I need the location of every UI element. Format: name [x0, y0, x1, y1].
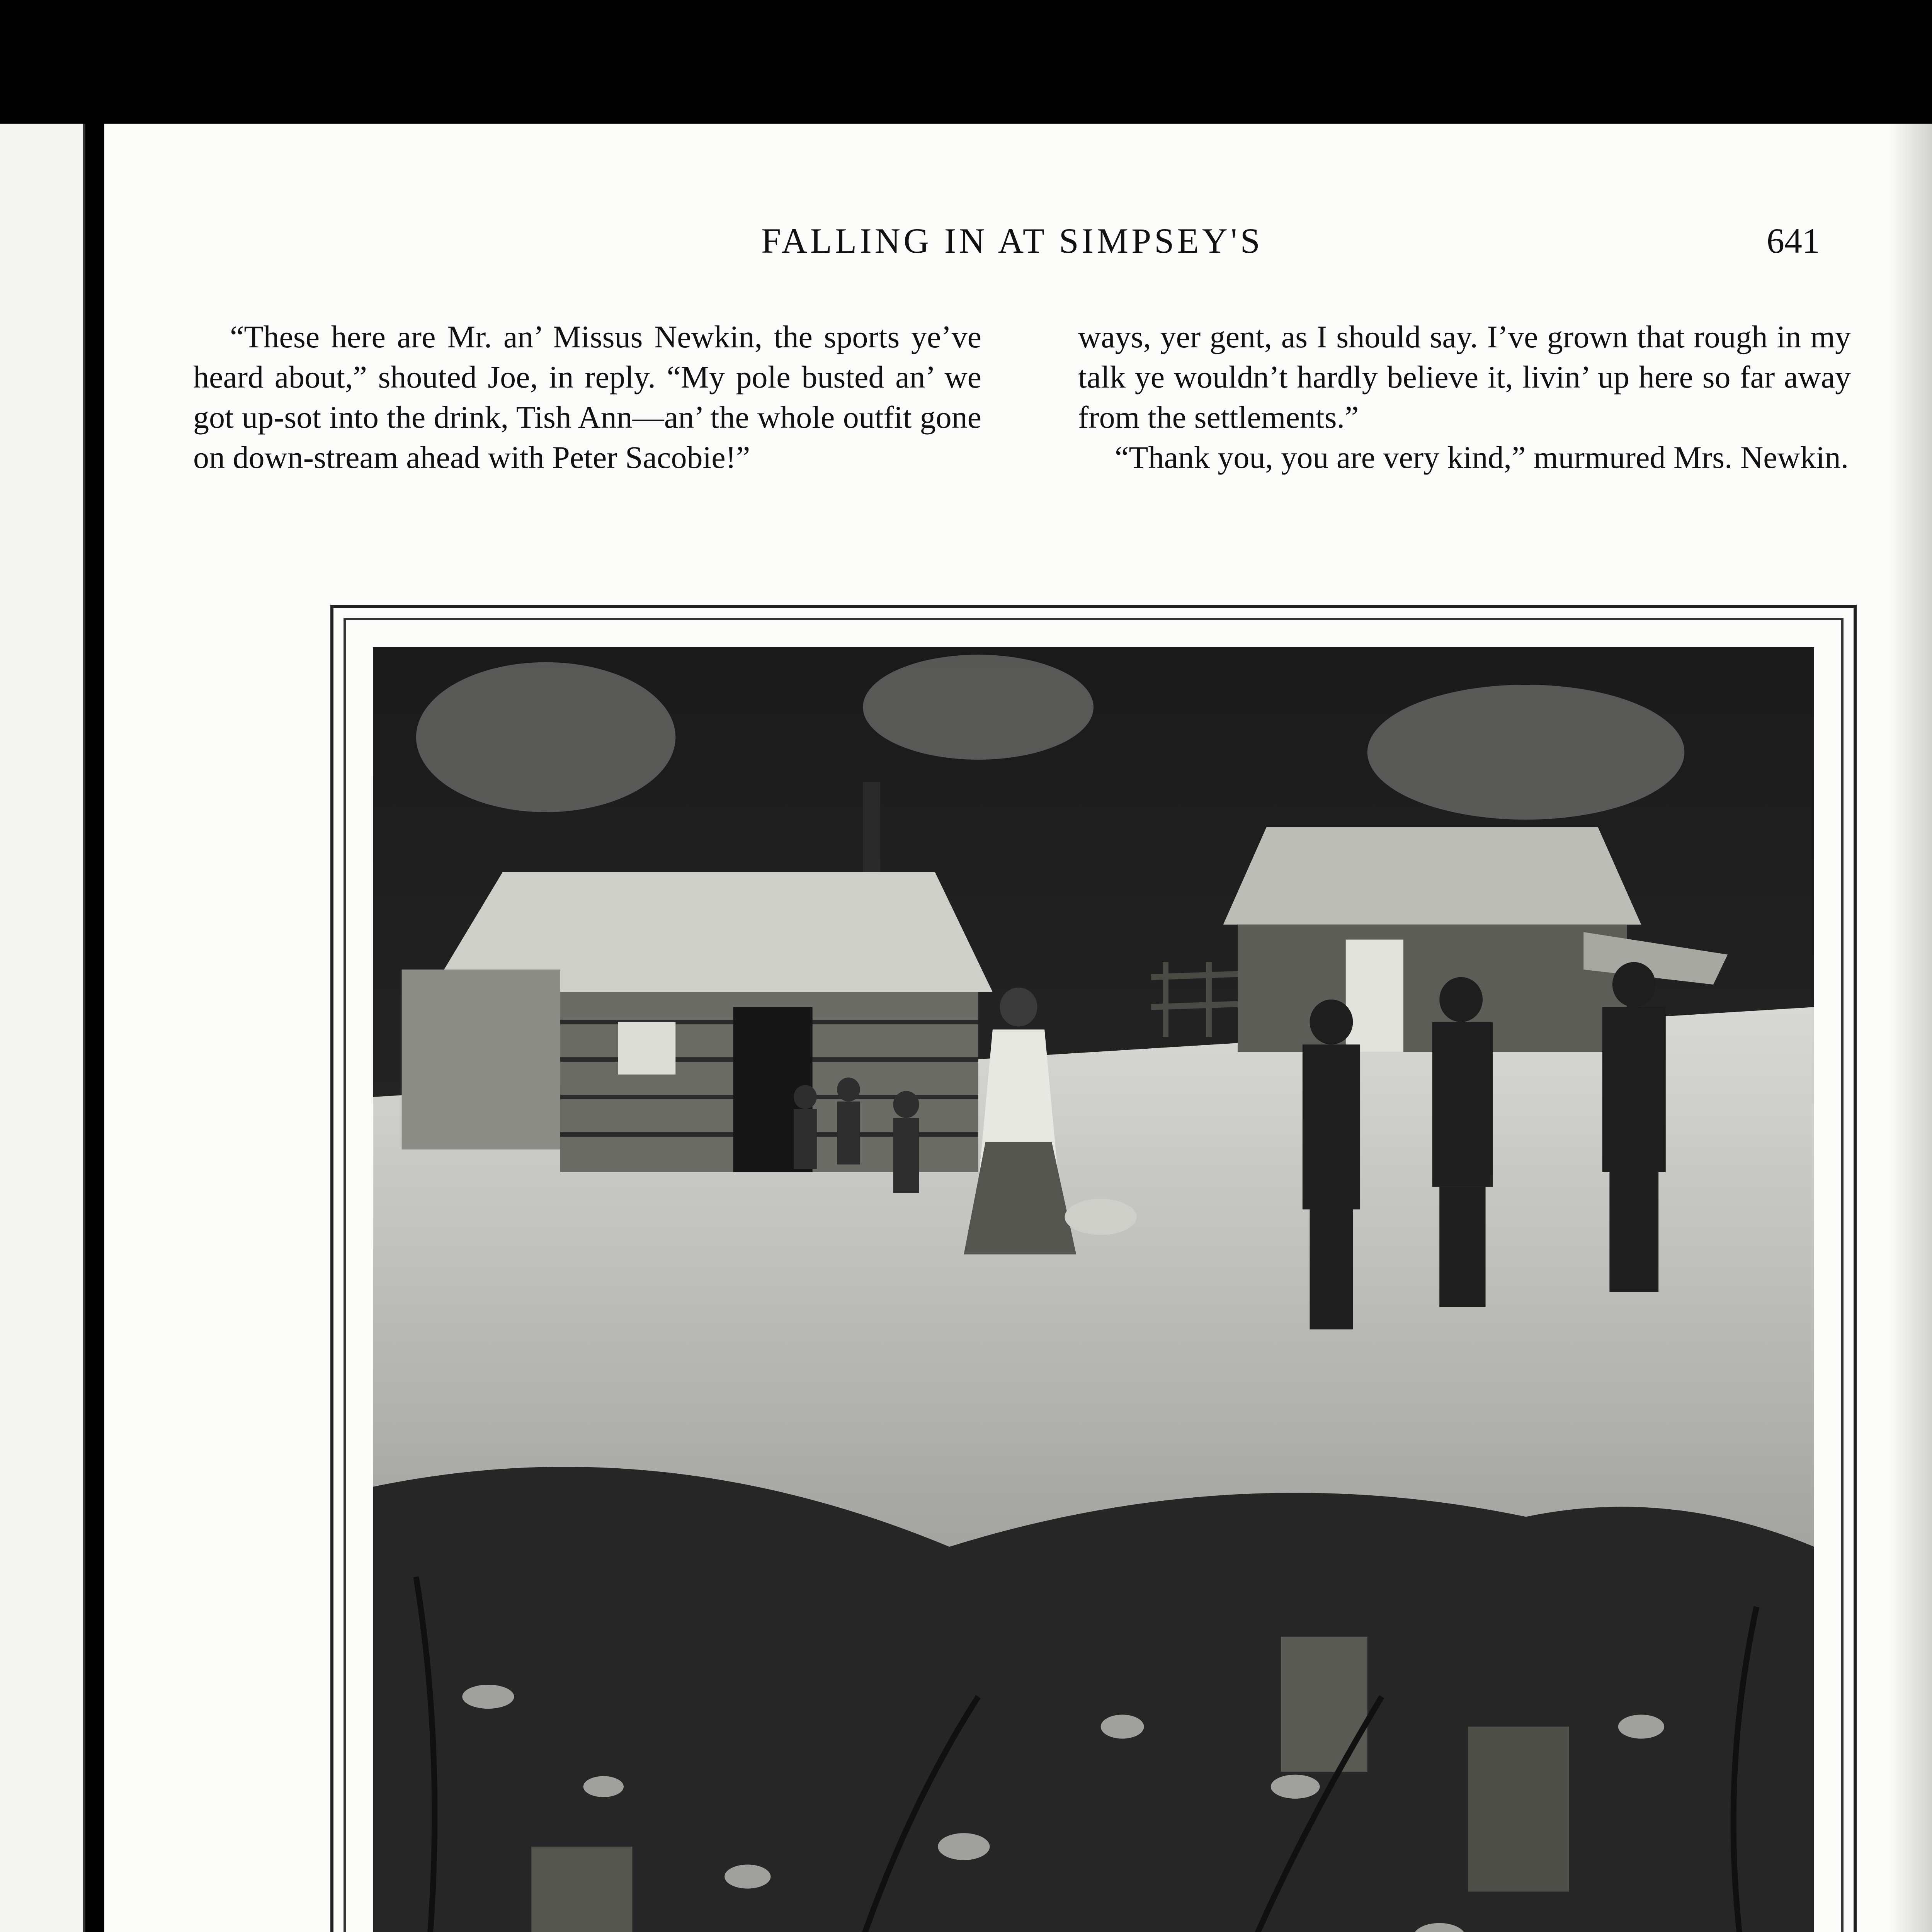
- spine-shadow: [1889, 124, 1932, 1932]
- illustration-frame: [330, 605, 1857, 1932]
- dog-figure: [1065, 1199, 1137, 1235]
- facing-page-edge: [0, 124, 85, 1932]
- top-left-column: [193, 317, 981, 478]
- top-right-column: [1078, 317, 1851, 478]
- page-number: 641: [1767, 221, 1820, 260]
- paragraph-continued: ways, yer gent, as I should say. I’ve grown that rough in my talk ye wouldn’t hardly believe it, livin’ up here so far away from the settlements.”: [1078, 319, 1851, 435]
- magazine-page: [104, 124, 1932, 1932]
- paragraph: “Thank you, you are very kind,” murmured Mrs. Newkin.: [1115, 440, 1849, 475]
- illustration-forest-cabin: [373, 647, 1814, 1932]
- illustration-inner-border: [344, 618, 1844, 1932]
- running-head: [104, 220, 1932, 270]
- foreground-brush: [373, 1467, 1814, 1932]
- running-title: FALLING IN AT SIMPSEY'S: [761, 221, 1263, 260]
- paragraph: “These here are Mr. an’ Missus Newkin, the sports ye’ve heard about,” shouted Joe, in reply. “My pole busted an’ we got up-sot into the drink, Tish Ann—an’ the whole outfit gone on down-stream ahead with Peter Sacobie!”: [193, 319, 981, 475]
